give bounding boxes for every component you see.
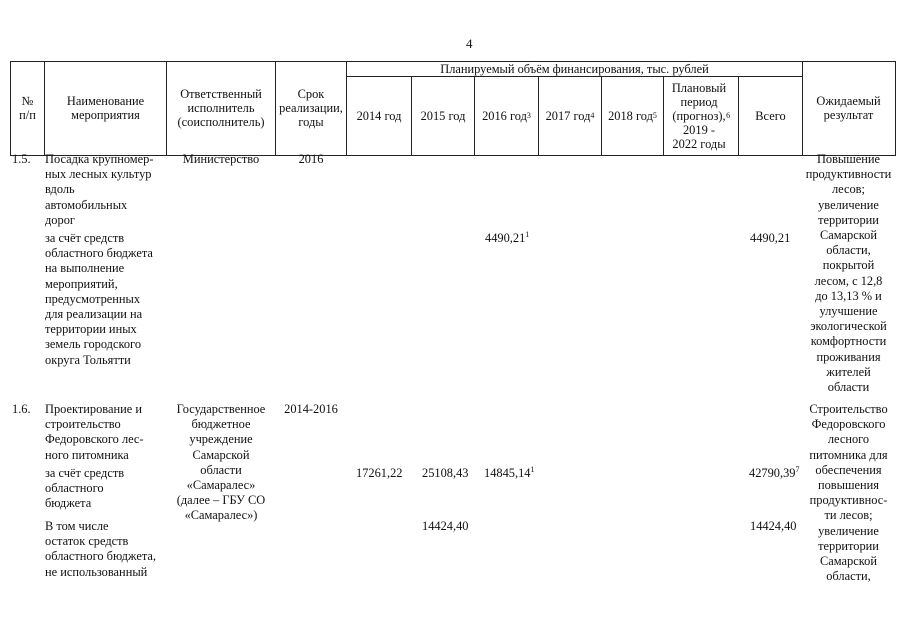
value-total: 4490,21 (750, 231, 791, 245)
value-2015-subitem: 14424,40 (422, 519, 469, 533)
value-2016: 14845,14$^1$ (484, 465, 535, 480)
value-2014: 17261,22 (356, 466, 403, 480)
header-term: Срок реализации, годы (279, 87, 343, 129)
header-funding: Планируемый объём финансирования, тыс. рублей (440, 62, 709, 76)
header-total: Всего (755, 108, 786, 123)
header-2015: 2015 год (420, 108, 466, 123)
row-result: Строительство Федоровского лесного питомника для обеспечения повышения продуктивнос- ти лесов; увеличение территории Самарской области, (809, 402, 888, 584)
row-subitem: В том числе остаток средств областного бюджета, не использованный (45, 519, 156, 579)
row-executor: Государственное бюджетное учреждение Самарской области «Самаралес» (далее – ГБУ СО «Самаралес») (176, 402, 266, 523)
row-title: Посадка крупномер- ных лесных культур вдоль автомобильных дорог (45, 152, 154, 227)
value-total: 42790,39$^7$ (749, 465, 800, 480)
row-term: 2016 (298, 152, 324, 166)
header-2014: 2014 год (356, 108, 402, 123)
header-2017: 2017 год 4 (545, 108, 595, 123)
value-2016: 4490,21$^1$ (485, 230, 530, 245)
row-number: 1.6. (12, 402, 31, 416)
row-title: Проектирование и строительство Федоровского лес- ного питомника (45, 402, 144, 462)
page-number: 4 (466, 36, 473, 51)
row-result: Повышение продуктивности лесов; увеличение территории Самарской области, покрытой лесом, с 12,8 до 13,13 % и улучшение экологической комфортности проживания жителей области (805, 152, 892, 395)
row-number: 1.5. (12, 152, 31, 166)
header-2016: 2016 год 3 (482, 108, 531, 123)
value-2015: 25108,43 (422, 466, 469, 480)
row-funding-source: за счёт средств областного бюджета на выполнение мероприятий, предусмотренных для реализации на территории иных земель городского округа Тольятти (45, 231, 153, 367)
header-result: Ожидаемый результат (816, 94, 881, 122)
row-funding-source: за счёт средств областного бюджета (45, 466, 125, 511)
header-plan-period: Плановый период (прогноз), 2019 - 2022 годы 6 (671, 80, 731, 151)
header-name: Наименование мероприятия (66, 94, 145, 122)
row-term: 2014-2016 (284, 402, 338, 416)
value-total-subitem: 14424,40 (750, 519, 797, 533)
row-executor: Министерство (182, 152, 260, 166)
header-num: № п/п (19, 94, 36, 122)
header-2018: 2018 год 5 (608, 108, 657, 123)
header-executor: Ответственный исполнитель (соисполнитель) (177, 87, 265, 129)
